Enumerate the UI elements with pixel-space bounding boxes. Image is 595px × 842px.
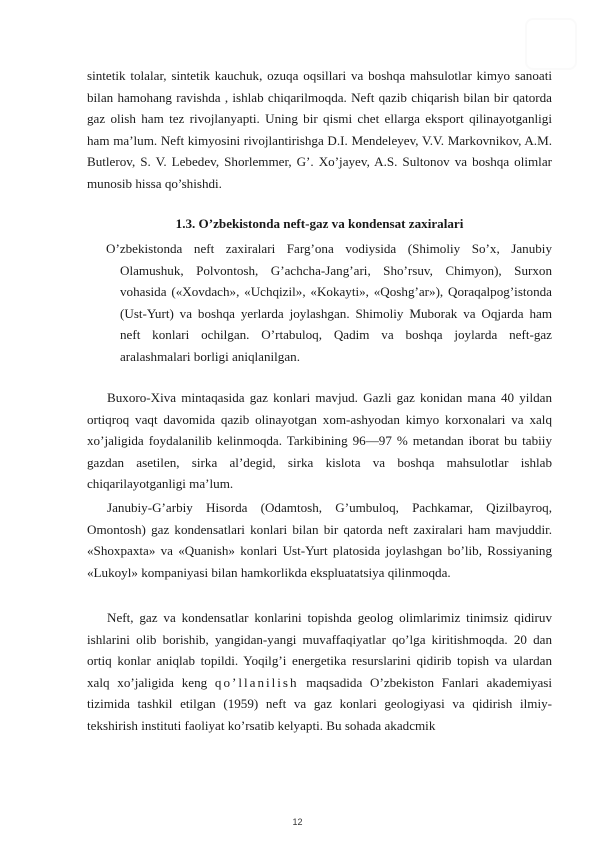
paragraph-2 xyxy=(106,238,552,368)
watermark-logo xyxy=(525,18,577,70)
paragraph-3: Buxoro-Xiva mintaqasida gaz konlari mavjud. Gazli gaz konidan mana 40 yildan ortiqroq vaqt davomida qazib olinayotgan xom-ashyodan kimyo korxonalari va xalq xo’jaligida foydalanilib kelinmoqda. Tarkibining 96—97 % metandan iborat bu tabiiy gazdan asetilen, sirka al’degid, sirka kislota va boshqa mahsulotlar ishlab chiqarilayotganligi ma’lum. xyxy=(87,390,552,492)
page-number: 12 xyxy=(292,817,303,827)
paragraph-5-part-b: maqsadida O’zbekiston Fanlari akademiyasi tizimida tashkil etilgan (1959) neft va gaz konlari geologiyasi va qidirish ilmiy-tekshirish instituti faoliyat ko’rsatib kelyapti. Bu sohada akadcmik xyxy=(87,674,552,733)
paragraph-5-part-a: Neft, gaz va kondensatlar konlarini topishda geolog olimlarimiz tinimsiz qidiruv ishlarini olib borishib, yangidan-yangi muvaffaqiyatlar qo’lga kiritishmoqda. 20 dan ortiq konlar aniqlab topildi. Yoqilg’i energetika resurslarini qidirib topish va ulardan xalq xo’jaligida keng xyxy=(87,610,552,690)
paragraph-2-text: O’zbekistonda neft zaxiralari Farg’ona vodiysida (Shimoliy So’x, Janubiy Olamushuk, Polvontosh, G’achcha-Jang’ari, Sho’rsuv, Chimyon), Surxon vohasida («Xovdach», «Uchqizil», «Kokayti», «Qoshg’ar»), Qoraqalpog’istonda (Ust-Yurt) va boshqa yerlarda joylashgan. Shimoliy Muborak va Oqjarda ham neft konlari ochilgan. O’rtabuloq, Qadim va boshqa joylarda neft-gaz aralashmalari borligi aniqlanilgan. xyxy=(106,241,552,364)
section-heading: 1.3. O’zbekistonda neft-gaz va kondensat zaxiralari xyxy=(175,216,464,231)
paragraph-1: sintetik tolalar, sintetik kauchuk, ozuqa oqsillari va boshqa mahsulotlar kimyo sanoati bilan hamohang ravishda , ishlab chiqarilmoqda. Neft qazib chiqarish bilan bir qatorda gaz olish ham tez rivojlanyapti. Uning bir qismi chet ellarga eksport qilinayotganligi ham ma’lum. Neft kimyosini rivojlantirishga D.I. Mendeleyev, V.V. Markovnikov, A.M. Butlerov, S. V. Lebedev, Shorlemmer, G’. Xo’jayev, A.S. Sultonov va boshqa olimlar munosib hissa qo’shishdi. xyxy=(87,68,552,191)
paragraph-5 xyxy=(87,607,552,737)
paragraph-4: Janubiy-G’arbiy Hisorda (Odamtosh, G’umbuloq, Pachkamar, Qizilbayroq, Omontosh) gaz kondensatlari konlari bilan bir qatorda neft zaxiralari ham mavjuddir. «Shoxpaxta» va «Quanish» konlari Ust-Yurt platosida joylashgan bo’lib, Rossiyaning «Lukoyl» kompaniyasi bilan hamkorlikda ekspluatatsiya qilinmoqda. xyxy=(87,500,552,580)
paragraph-5-spaced-word: qo’llanilish xyxy=(214,674,299,690)
